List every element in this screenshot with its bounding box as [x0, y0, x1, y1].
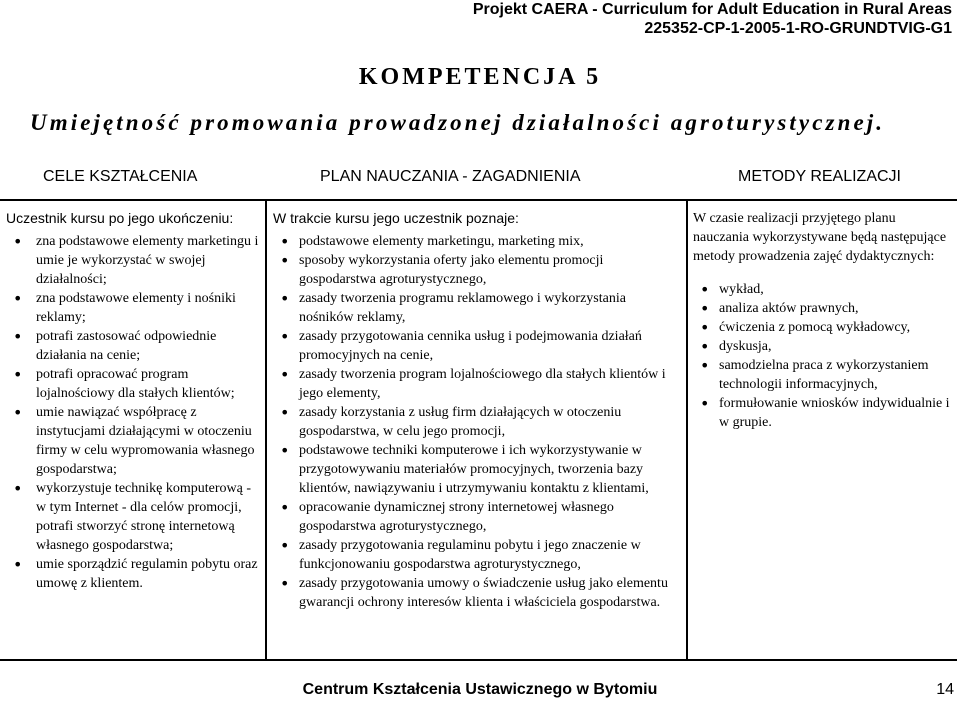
list-item: • zasady tworzenia program lojalnościowego dla stałych klientów i jego elementy, — [273, 365, 683, 403]
footer-organization: Centrum Kształcenia Ustawicznego w Bytomiu — [302, 681, 658, 698]
list-item: • dyskusja, — [693, 337, 951, 356]
cele-list — [6, 232, 262, 593]
column-header-metody: METODY REALIZACJI — [738, 168, 901, 185]
metody-column — [693, 209, 951, 432]
list-item: • umie nawiązać współpracę z instytucjami działającymi w otoczeniu firmy w celu wypromowania własnego gospodarstwa; — [6, 403, 262, 479]
plan-intro: W trakcie kursu jego uczestnik poznaje: — [273, 210, 519, 226]
list-item: • potrafi zastosować odpowiednie działania na cenie; — [6, 327, 262, 365]
metody-intro: W czasie realizacji przyjętego planu nauczania wykorzystywane będą następujące metody prowadzenia zajęć dydaktycznych: — [693, 211, 947, 264]
list-item: • podstawowe elementy marketingu, marketing mix, — [273, 232, 683, 251]
list-item: • wykład, — [693, 280, 951, 299]
list-item: • podstawowe techniki komputerowe i ich wykorzystywanie w przygotowywaniu materiałów promocyjnych, tworzenia bazy klientów, nawiązywaniu i utrzymywaniu kontaktu z klientami, — [273, 441, 683, 498]
list-item: • zna podstawowe elementy marketingu i umie je wykorzystać w swojej działalności; — [6, 232, 262, 289]
cele-intro: Uczestnik kursu po jego ukończeniu: — [6, 210, 234, 226]
plan-column — [273, 209, 683, 612]
metody-list — [693, 280, 951, 432]
list-item: • zna podstawowe elementy i nośniki reklamy; — [6, 289, 262, 327]
list-item: • potrafi opracować program lojalnościowy dla stałych klientów; — [6, 365, 262, 403]
list-item: • analiza aktów prawnych, — [693, 299, 951, 318]
list-item: • sposoby wykorzystania oferty jako elementu promocji gospodarstwa agroturystycznego, — [273, 251, 683, 289]
cele-column — [6, 209, 262, 593]
list-item: • samodzielna praca z wykorzystaniem technologii informacyjnych, — [693, 356, 951, 394]
column-divider-2 — [686, 201, 688, 659]
project-header-line-2: 225352-CP-1-2005-1-RO-GRUNDTVIG-G1 — [644, 20, 952, 37]
project-header — [473, 0, 952, 38]
column-divider-1 — [265, 201, 267, 659]
column-header-cele: CELE KSZTAŁCENIA — [43, 168, 198, 185]
project-header-line-1: Projekt CAERA - Curriculum for Adult Education in Rural Areas — [472, 1, 952, 18]
list-item: • wykorzystuje technikę komputerową - w tym Internet - dla celów promocji, potrafi stworzyć stronę internetową własnego gospodarstwa; — [6, 479, 262, 555]
list-item: • zasady przygotowania umowy o świadczenie usług jako elementu gwarancji ochrony interesów klienta i właściciela gospodarstwa. — [273, 574, 683, 612]
list-item: • zasady tworzenia programu reklamowego i wykorzystania nośników reklamy, — [273, 289, 683, 327]
list-item: • zasady przygotowania regulaminu pobytu i jego znaczenie w funkcjonowaniu gospodarstwa agroturystycznego, — [273, 536, 683, 574]
column-headers — [0, 168, 960, 190]
list-item: • opracowanie dynamicznej strony internetowej własnego gospodarstwa agroturystycznego, — [273, 498, 683, 536]
page-subtitle: Umiejętność promowania prowadzonej działalności agroturystycznej. — [30, 110, 886, 135]
column-header-plan: PLAN NAUCZANIA - ZAGADNIENIA — [320, 168, 581, 185]
page-title: KOMPETENCJA 5 — [358, 64, 602, 90]
list-item: • zasady przygotowania cennika usług i podejmowania działań promocyjnych na cenie, — [273, 327, 683, 365]
list-item: • zasady korzystania z usług firm działających w otoczeniu gospodarstwa, w celu jego promocji, — [273, 403, 683, 441]
list-item: • formułowanie wniosków indywidualnie i w grupie. — [693, 394, 951, 432]
curriculum-table — [0, 199, 957, 661]
page-number: 14 — [936, 681, 954, 698]
list-item: • umie sporządzić regulamin pobytu oraz umowę z klientem. — [6, 555, 262, 593]
plan-list — [273, 232, 683, 612]
list-item: • ćwiczenia z pomocą wykładowcy, — [693, 318, 951, 337]
